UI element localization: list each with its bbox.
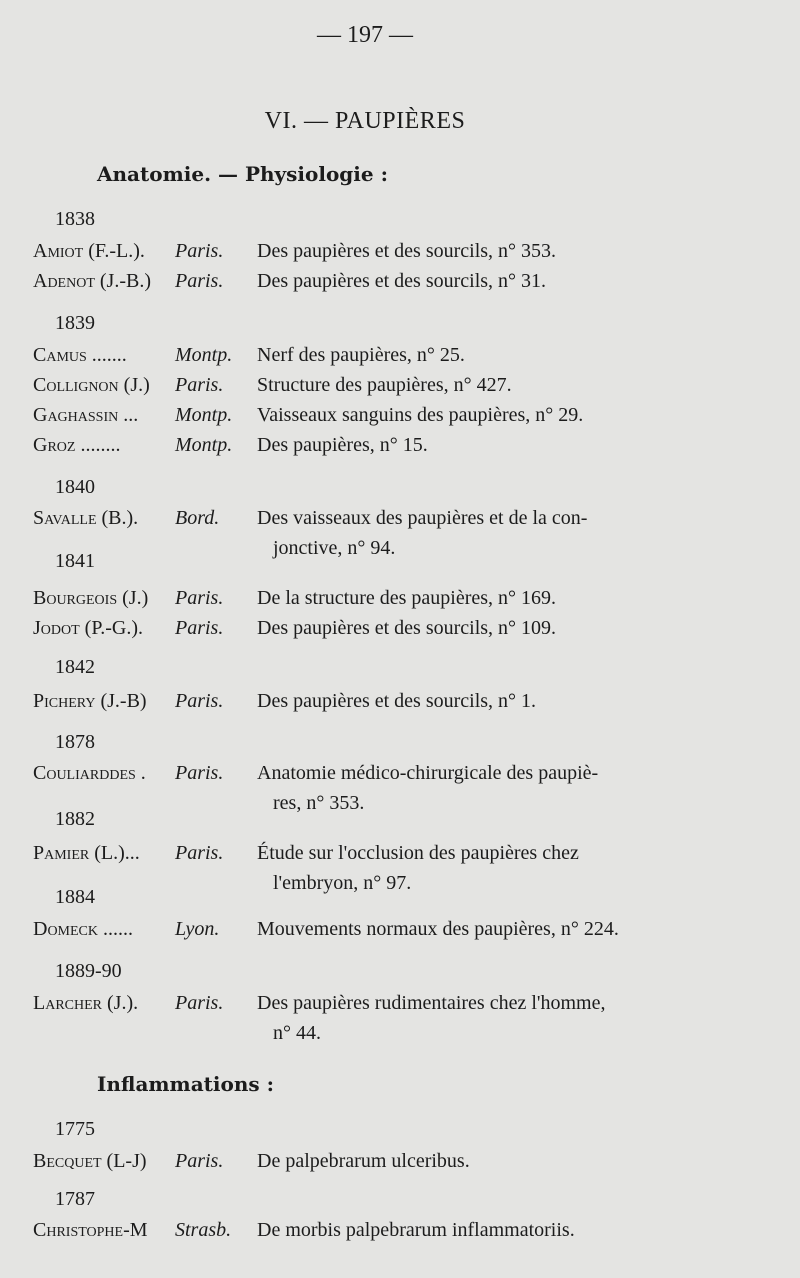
entry-description: Des paupières et des sourcils, n° 1. — [257, 690, 537, 712]
entry-author: Groz ........ — [33, 434, 121, 456]
entry-description — [257, 758, 683, 818]
entry-description: De morbis palpebrarum inflammatoriis. — [257, 1219, 575, 1241]
entry-description-line: Des paupières rudimentaires chez l'homme, — [257, 992, 606, 1014]
entry-city: Bord. — [175, 507, 220, 529]
entry-author: Amiot (F.-L.). — [33, 240, 145, 262]
entry-author: Pamier (L.)... — [33, 842, 140, 864]
entry-description: De palpebrarum ulceribus. — [257, 1150, 470, 1172]
entry-city: Lyon. — [175, 918, 220, 940]
entry-author: Savalle (B.). — [33, 507, 139, 529]
entry-author: Jodot (P.-G.). — [33, 617, 143, 639]
entry-description: Des paupières et des sourcils, n° 109. — [257, 617, 557, 639]
entry-city: Paris. — [175, 1150, 224, 1172]
year-heading: 1787 — [55, 1188, 95, 1210]
entry-description: Structure des paupières, n° 427. — [257, 374, 512, 396]
entry-author: Larcher (J.). — [33, 992, 139, 1014]
entry-author: Bourgeois (J.) — [33, 587, 149, 609]
entry-city: Paris. — [175, 762, 224, 784]
entry-city: Paris. — [175, 374, 224, 396]
entry-author: Becquet (L-J) — [33, 1150, 147, 1172]
section-title: VI. — PAUPIÈRES — [264, 108, 466, 134]
entry-city: Paris. — [175, 690, 224, 712]
entry-author: Pichery (J.-B) — [33, 690, 147, 712]
entry-author: Couliarddes . — [33, 762, 146, 784]
year-heading: 1842 — [55, 656, 95, 678]
entry-description — [257, 988, 683, 1048]
entry-author: Adenot (J.-B.) — [33, 270, 151, 292]
entry-description: Nerf des paupières, n° 25. — [257, 344, 465, 366]
entry-author: Gaghassin ... — [33, 404, 139, 426]
entry-city: Montp. — [175, 404, 233, 426]
entry-author: Christophe-M — [33, 1219, 148, 1241]
entry-description — [257, 503, 683, 563]
entry-city: Paris. — [175, 240, 224, 262]
entry-description: Des paupières et des sourcils, n° 31. — [257, 270, 547, 292]
page-number: — 197 — — [317, 22, 413, 48]
entry-description: Des paupières et des sourcils, n° 353. — [257, 240, 557, 262]
entry-author: Domeck ...... — [33, 918, 134, 940]
year-heading: 1839 — [55, 312, 95, 334]
year-heading: 1775 — [55, 1118, 95, 1140]
entry-city: Paris. — [175, 587, 224, 609]
year-heading: 1838 — [55, 208, 95, 230]
entry-city: Montp. — [175, 434, 233, 456]
entry-city: Montp. — [175, 344, 233, 366]
entry-description-line: Étude sur l'occlusion des paupières chez — [257, 842, 579, 864]
year-heading: 1889-90 — [55, 960, 122, 982]
year-heading: 1878 — [55, 731, 95, 753]
entry-description: Des paupières, n° 15. — [257, 434, 428, 456]
entry-city: Paris. — [175, 617, 224, 639]
entry-description-line: Des vaisseaux des paupières et de la con- — [257, 507, 588, 529]
year-heading: 1882 — [55, 808, 95, 830]
entry-city: Paris. — [175, 270, 224, 292]
subsection-heading: Inflammations : — [97, 1072, 275, 1096]
entry-description-continuation: n° 44. — [273, 1022, 321, 1044]
entry-description-continuation: res, n° 353. — [273, 792, 365, 814]
subsection-heading: Anatomie. — Physiologie : — [97, 162, 388, 186]
entry-description: De la structure des paupières, n° 169. — [257, 587, 557, 609]
entry-city: Paris. — [175, 992, 224, 1014]
year-heading: 1840 — [55, 476, 95, 498]
entry-city: Paris. — [175, 842, 224, 864]
entry-description-line: Anatomie médico-chirurgicale des paupiè- — [257, 762, 599, 784]
entry-description — [257, 838, 683, 898]
entry-description: Vaisseaux sanguins des paupières, n° 29. — [257, 404, 584, 426]
year-heading: 1841 — [55, 550, 95, 572]
entry-author: Collignon (J.) — [33, 374, 150, 396]
entry-city: Strasb. — [175, 1219, 232, 1241]
entry-description-continuation: l'embryon, n° 97. — [273, 872, 412, 894]
entry-description: Mouvements normaux des paupières, n° 224. — [257, 918, 619, 940]
entry-description-continuation: jonctive, n° 94. — [273, 537, 396, 559]
year-heading: 1884 — [55, 886, 95, 908]
entry-author: Camus ....... — [33, 344, 127, 366]
